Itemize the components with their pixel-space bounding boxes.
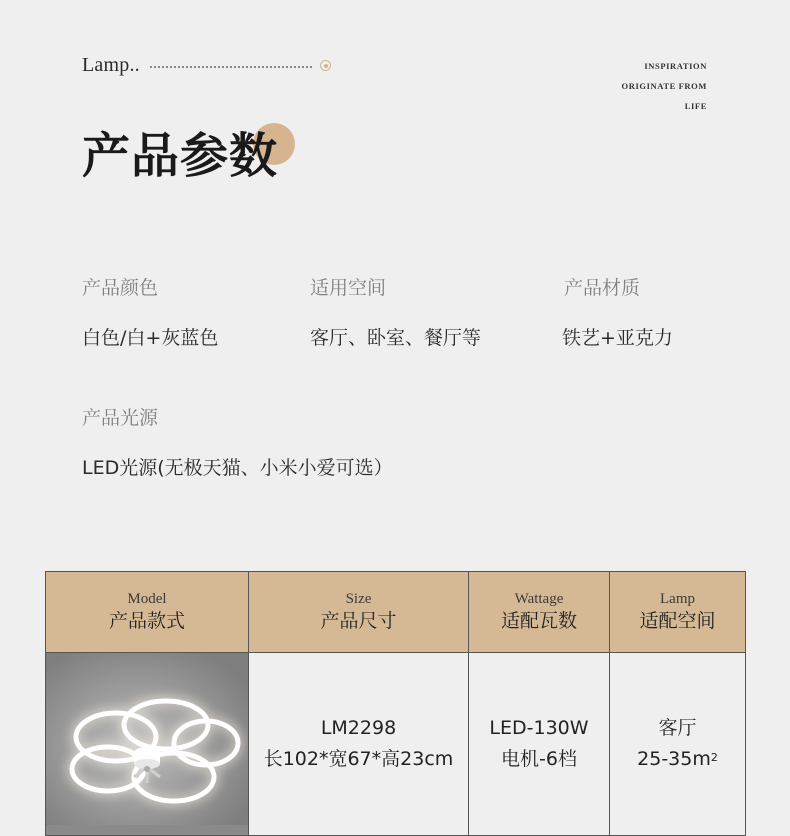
size-cell	[249, 653, 469, 836]
header-size	[249, 572, 469, 653]
motor-speed: 电机-6档	[501, 748, 577, 770]
header-zh: 产品尺寸	[320, 610, 397, 632]
ring-dot-icon	[320, 60, 331, 71]
spec-value-material: 铁艺+亚克力	[562, 327, 673, 349]
header-zh: 适配空间	[639, 610, 716, 632]
ceiling-lamp-image	[46, 653, 248, 825]
room-type: 客厅	[658, 717, 697, 739]
dimensions: 长102*宽67*高23cm	[263, 748, 454, 770]
wattage-cell	[469, 653, 610, 836]
spec-label-space: 适用空间	[310, 277, 387, 299]
table-header-row	[46, 572, 746, 653]
header-en: Model	[127, 591, 167, 607]
spec-value-color: 白色/白+灰蓝色	[82, 327, 219, 349]
tagline-line: LIFE	[684, 101, 707, 111]
room-area	[610, 744, 745, 775]
header-zh: 产品款式	[108, 610, 185, 632]
wattage-value: LED-130W	[489, 717, 589, 739]
spec-label-light: 产品光源	[82, 407, 159, 429]
header-en: Size	[345, 591, 372, 607]
area-unit-superscript: 2	[710, 751, 718, 764]
header-model	[46, 572, 249, 653]
spec-label-material: 产品材质	[564, 277, 641, 299]
space-cell	[610, 653, 746, 836]
spec-value-light: LED光源(无极天猫、小米小爱可选）	[82, 457, 393, 479]
dotted-divider	[150, 66, 312, 68]
header-zh: 适配瓦数	[500, 610, 577, 632]
product-image	[46, 653, 249, 836]
brand-logo: Lamp..	[82, 54, 140, 76]
tagline-line: INSPIRATION	[644, 61, 707, 71]
spec-table	[45, 571, 746, 836]
spec-value-space: 客厅、卧室、餐厅等	[310, 327, 482, 349]
tagline-line: ORIGINATE FROM	[621, 81, 707, 91]
table-row	[46, 653, 746, 836]
header-wattage	[469, 572, 610, 653]
area-value: 25-35m	[637, 748, 711, 770]
header-space	[610, 572, 746, 653]
model-number: LM2298	[320, 717, 397, 739]
tagline	[622, 56, 707, 116]
header-en: Lamp	[660, 591, 695, 607]
page-title: 产品参数	[82, 128, 279, 184]
spec-label-color: 产品颜色	[82, 277, 159, 299]
header-en: Wattage	[514, 591, 564, 607]
